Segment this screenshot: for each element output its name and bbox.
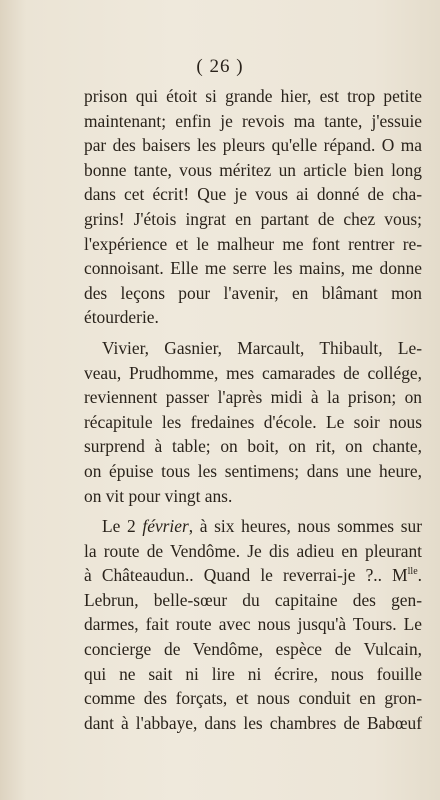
text-line: dans cet écrit! Que je vous ai donné de cha-: [84, 184, 422, 205]
page-number: ( 26 ): [196, 56, 244, 77]
text-line: maintenant; enfin je revois ma tante, j'essuie: [84, 110, 422, 131]
text-run: à Châteaudun.. Quand le reverrai-je ?.. M: [84, 565, 408, 586]
italic-date: février: [142, 516, 189, 537]
text-line: des leçons pour l'avenir, en blâmant mon: [84, 282, 422, 303]
text-line: par des baisers les pleurs qu'elle répand. O ma: [84, 135, 422, 156]
text-line: dant à l'abbaye, dans les chambres de Babœuf: [84, 712, 422, 733]
text-run: Le 2: [102, 516, 143, 537]
text-run: .: [417, 565, 422, 586]
text-line: veau, Prudhomme, mes camarades de collége,: [84, 362, 422, 383]
text-line: l'expérience et le malheur me font rentrer re-: [84, 233, 422, 254]
text-line: on épuise tous les sentimens; dans une heure,: [84, 460, 422, 481]
text-line: bonne tante, vous méritez un article bien long: [84, 159, 422, 180]
text-line: Lebrun, belle-sœur du capitaine des gen-: [84, 589, 422, 610]
body-text: [84, 84, 422, 735]
text-line: surprend à table; on boit, on rit, on chante,: [84, 436, 422, 457]
paragraph-1: [84, 84, 422, 330]
text-line: connoisant. Elle me serre les mains, me donne: [84, 258, 422, 279]
text-line: étourderie.: [84, 307, 159, 328]
text-line: comme des forçats, et nous conduit en gron-: [84, 688, 422, 709]
text-line: Vivier, Gasnier, Marcault, Thibault, Le-: [102, 337, 422, 358]
text-line: on vit pour vingt ans.: [84, 485, 233, 506]
text-line: concierge de Vendôme, espèce de Vulcain,: [84, 639, 422, 660]
paragraph-2: [84, 336, 422, 508]
text-line: darmes, fait route avec nous jusqu'à Tours. Le: [84, 614, 422, 635]
superscript: lle: [407, 566, 418, 578]
text-line: prison qui étoit si grande hier, est trop petite: [84, 86, 422, 106]
text-line: la route de Vendôme. Je dis adieu en pleurant: [84, 540, 422, 561]
text-run: , à six heures, nous sommes sur: [188, 516, 423, 537]
text-line: qui ne sait ni lire ni écrire, nous fouille: [84, 663, 422, 684]
text-line: récapitule les fredaines d'école. Le soir nous: [84, 411, 422, 432]
text-line: reviennent passer l'après midi à la prison; on: [84, 387, 422, 408]
text-line: [84, 514, 422, 539]
text-line: grins! J'étois ingrat en partant de chez vous;: [84, 208, 422, 229]
paragraph-3: [84, 514, 422, 735]
text-line: [84, 563, 422, 588]
